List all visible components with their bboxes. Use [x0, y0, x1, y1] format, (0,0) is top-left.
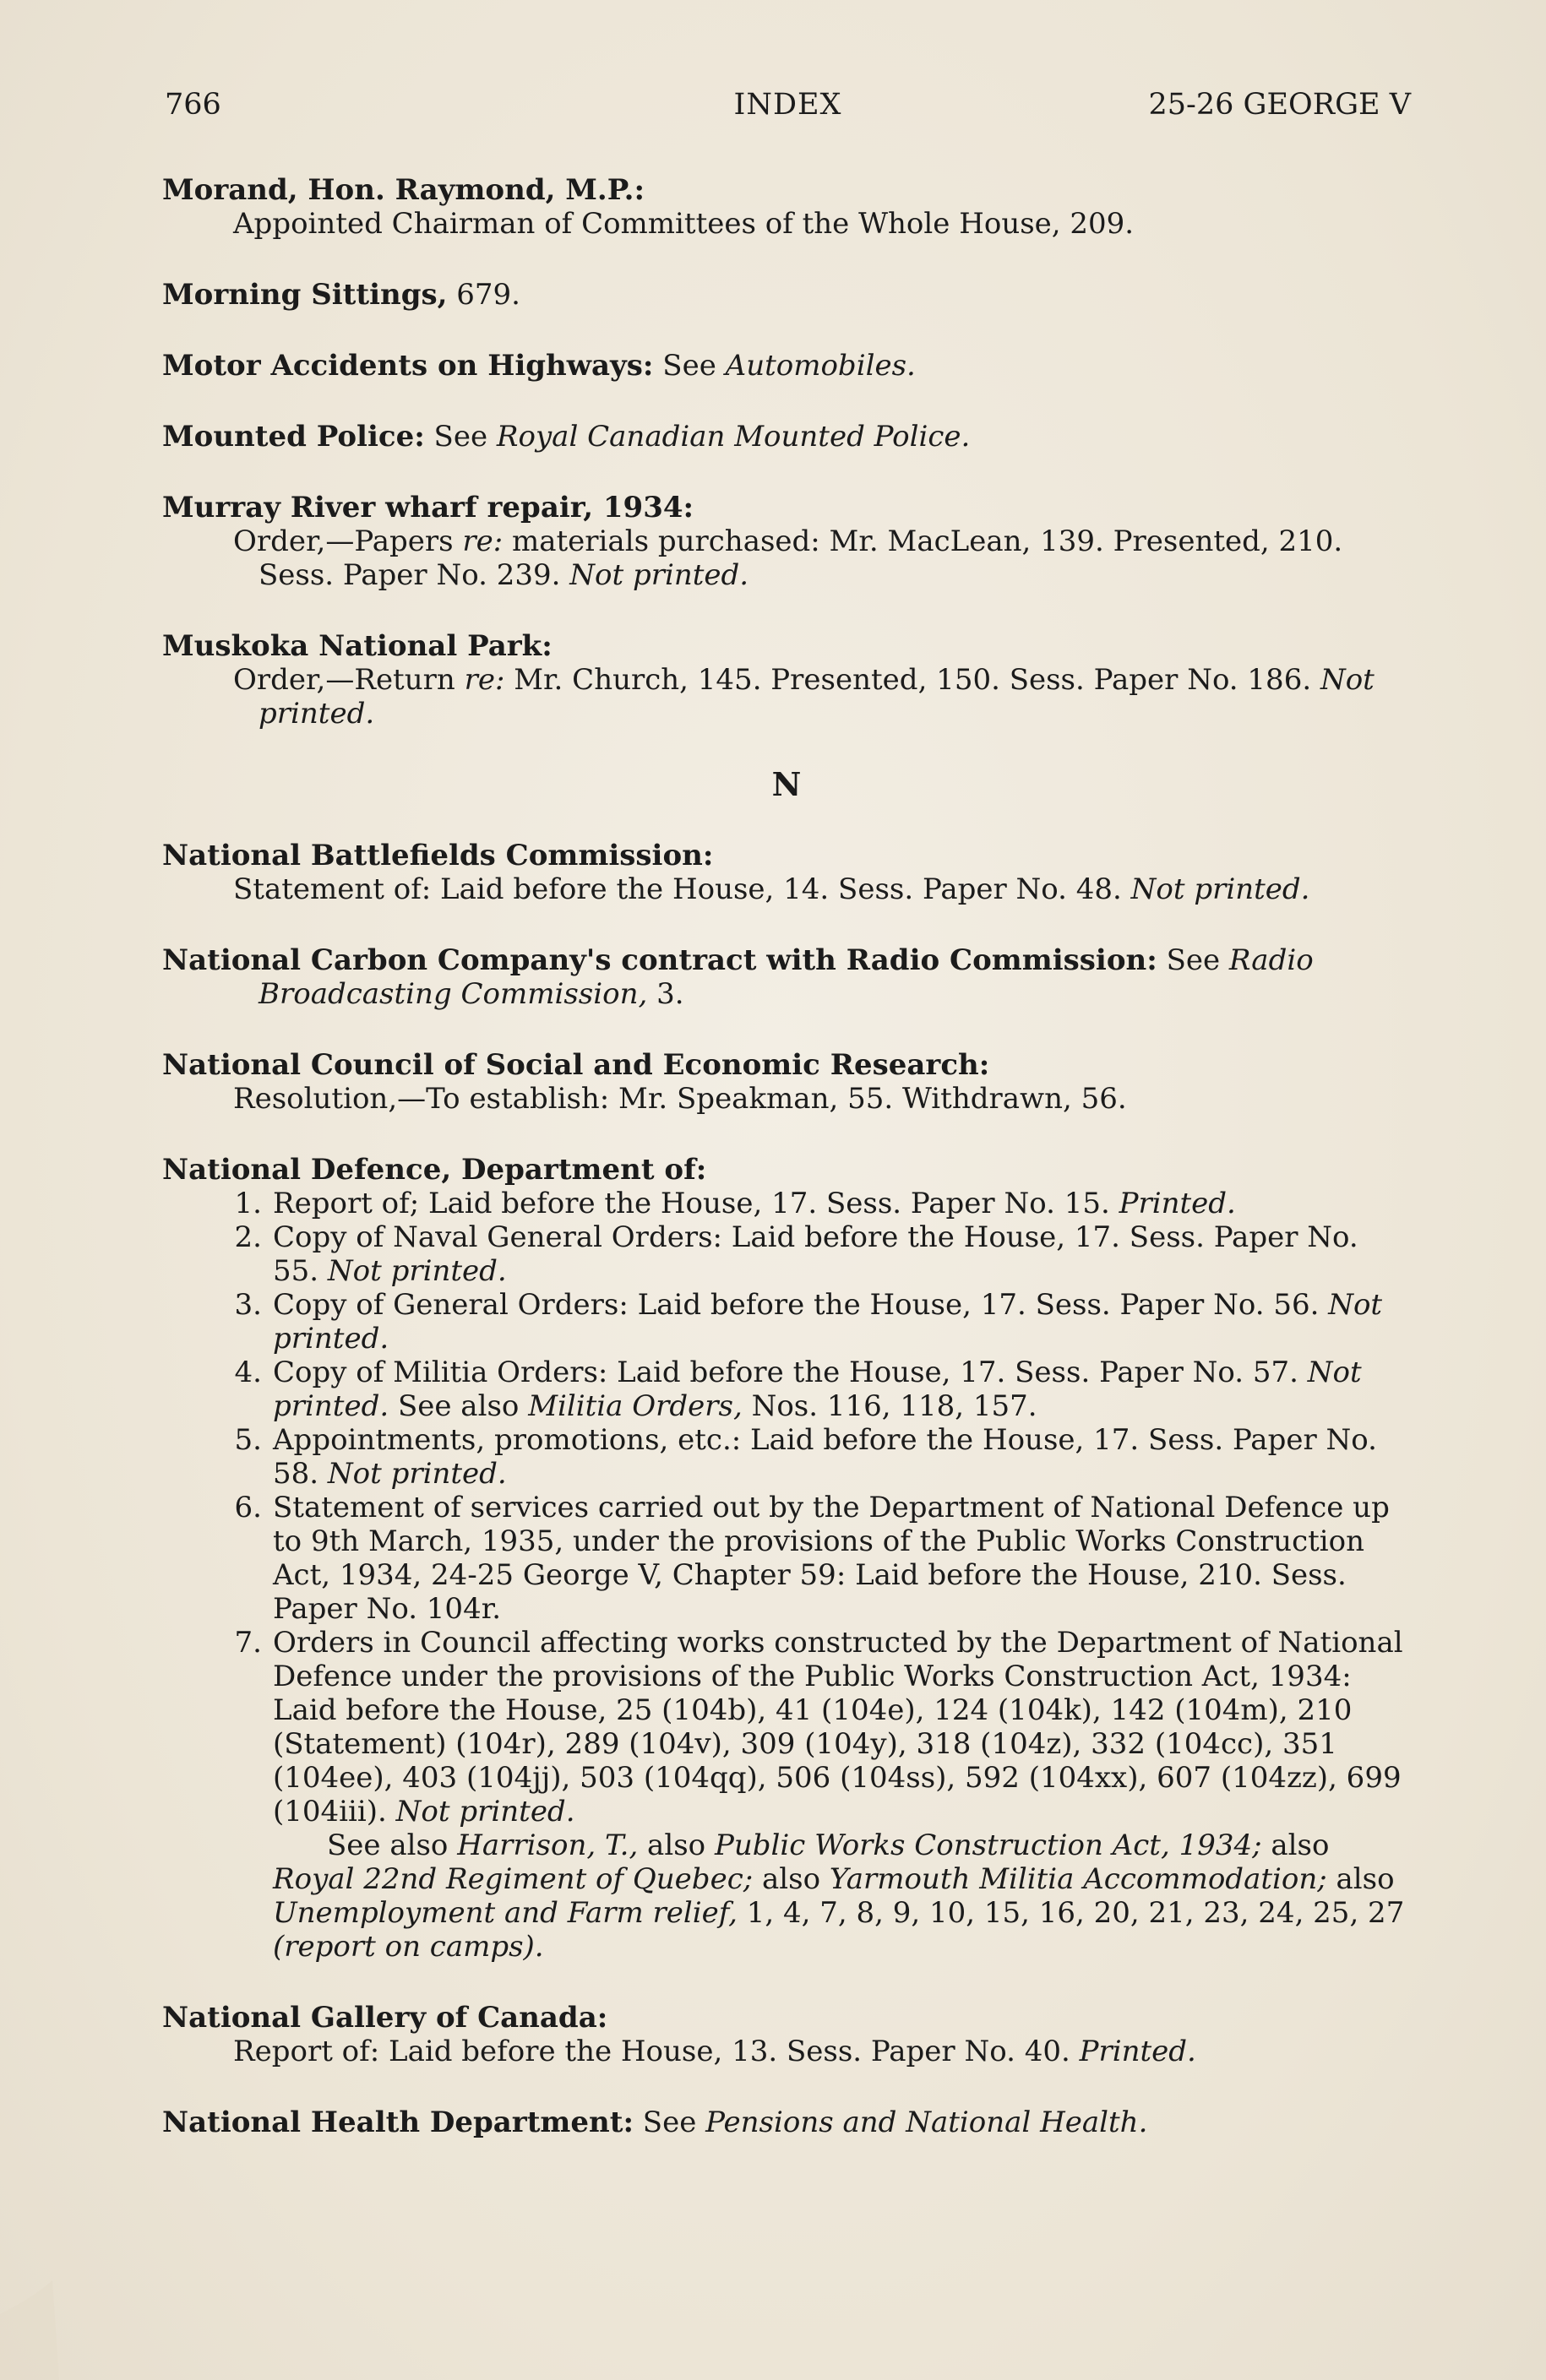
entry-heading: National Carbon Company's contract with Radio Commission:	[162, 943, 1157, 977]
print-status: Not printed.	[395, 1795, 575, 1828]
item-text: Orders in Council affecting works constructed by the Department of National Defence under the provisions of the Public Works Construction Act, 1934: Laid before the House, 25 (104b), 41 (104e), 124 (104k), 142 (104m), 210 (Statement) (104r), 289 (104v), 309 (104y), 318 (104z), 332 (104cc), 351 (104ee), 403 (104jj), 503 (104qq), 506 (104ss), 592 (104xx), 607 (104zz), 699 (104iii).	[273, 1626, 1403, 1828]
cross-reference: Unemployment and Farm relief,	[273, 1896, 738, 1930]
index-entry	[162, 173, 1411, 241]
entry-heading: National Council of Social and Economic Research:	[162, 1048, 990, 1082]
entry-text: See	[424, 420, 497, 454]
entry-line	[162, 872, 1411, 906]
print-status: Not printed.	[273, 1356, 1362, 1423]
index-entry	[162, 2106, 1411, 2139]
print-status: Not printed.	[569, 558, 749, 592]
index-entry	[162, 1153, 1411, 1964]
entry-text: Report of: Laid before the House, 13. Sess. Paper No. 40.	[233, 2035, 1080, 2068]
see-also-text: also	[638, 1828, 715, 1862]
see-also-text: also	[753, 1862, 830, 1896]
entry-text: Order,—Papers	[233, 524, 463, 558]
entry-text: See	[653, 349, 726, 383]
print-status: Not printed.	[327, 1457, 507, 1491]
see-also-text: also	[1326, 1862, 1395, 1896]
list-item	[162, 1220, 1411, 1288]
entry-text: materials purchased: Mr. MacLean, 139. Presented, 210. Sess. Paper No. 239.	[259, 524, 1343, 592]
page-header	[165, 88, 1411, 130]
index-entry	[162, 943, 1411, 1011]
item-text: Statement of services carried out by the Department of National Defence up to 9th March, 1935, under the provisions of the Public Works Construction Act, 1934, 24-25 George V, Chapter 59: Laid before the House, 210. Sess. Paper No. 104r.	[273, 1491, 1390, 1626]
item-number: 6.	[234, 1491, 262, 1524]
see-also	[162, 1828, 1411, 1964]
cross-reference: Harrison, T.,	[457, 1828, 639, 1862]
entry-heading: Morning Sittings,	[162, 278, 448, 312]
index-entry	[162, 349, 1411, 383]
defence-items	[162, 1187, 1411, 1828]
see-also-text: 1, 4, 7, 8, 9, 10, 15, 16, 20, 21, 23, 24, 25, 27	[737, 1896, 1405, 1930]
entry-heading: Morand, Hon. Raymond, M.P.:	[162, 173, 645, 207]
cross-reference: Public Works Construction Act, 1934;	[714, 1828, 1262, 1862]
item-number: 5.	[234, 1423, 262, 1457]
entry-line	[162, 663, 1411, 731]
cross-reference: (report on camps).	[273, 1930, 544, 1964]
list-item	[162, 1356, 1411, 1423]
entry-text: Order,—Return	[233, 663, 465, 697]
list-item	[162, 1626, 1411, 1828]
cross-reference: Pensions and National Health.	[705, 2106, 1148, 2139]
index-content	[162, 173, 1411, 2176]
entry-heading: National Defence, Department of:	[162, 1153, 707, 1187]
index-entry	[162, 839, 1411, 906]
page-curl-decoration	[0, 2280, 59, 2380]
item-number: 7.	[234, 1626, 262, 1660]
see-also-text: also	[1261, 1828, 1330, 1862]
print-status: Not printed.	[327, 1254, 507, 1288]
see-also-text: See also	[327, 1828, 458, 1862]
section-letter: N	[771, 765, 802, 803]
list-item	[162, 1288, 1411, 1356]
print-status: Not printed.	[1130, 872, 1310, 906]
print-status: Printed.	[1119, 1187, 1236, 1220]
list-item	[162, 1423, 1411, 1491]
index-entry	[162, 420, 1411, 454]
cross-reference: Radio Broadcasting Commission,	[259, 943, 1314, 1011]
item-number: 3.	[234, 1288, 262, 1322]
entry-text-italic: re:	[464, 663, 505, 697]
entry-heading: Murray River wharf repair, 1934:	[162, 491, 694, 524]
cross-reference: Automobiles.	[725, 349, 916, 383]
entry-text-italic: re:	[462, 524, 504, 558]
index-entry	[162, 278, 1411, 312]
index-entry	[162, 2001, 1411, 2068]
page-number: 766	[165, 88, 221, 122]
item-number: 4.	[234, 1356, 262, 1389]
entry-heading: National Battlefields Commission:	[162, 839, 714, 872]
entry-text: Mr. Church, 145. Presented, 150. Sess. Paper No. 186.	[504, 663, 1320, 697]
entry-text: See	[1157, 943, 1229, 977]
entry-line	[162, 524, 1411, 592]
list-item	[162, 1187, 1411, 1220]
cross-reference: Militia Orders,	[528, 1389, 743, 1423]
item-number: 1.	[234, 1187, 262, 1220]
entry-text: Statement of: Laid before the House, 14. Sess. Paper No. 48.	[233, 872, 1131, 906]
entry-heading: National Health Department:	[162, 2106, 634, 2139]
entry-heading: National Gallery of Canada:	[162, 2001, 608, 2035]
item-text: See also	[389, 1389, 529, 1423]
entry-heading: Mounted Police:	[162, 420, 425, 454]
entry-heading: Motor Accidents on Highways:	[162, 349, 654, 383]
item-text: Nos. 116, 118, 157.	[742, 1389, 1037, 1423]
item-number: 2.	[234, 1220, 262, 1254]
index-entry	[162, 1048, 1411, 1116]
index-entry	[162, 629, 1411, 731]
page-title: INDEX	[733, 88, 842, 122]
entry-line: Appointed Chairman of Committees of the Whole House, 209.	[233, 207, 1135, 241]
item-text: Report of; Laid before the House, 17. Sess. Paper No. 15.	[273, 1187, 1119, 1220]
item-text: Copy of Naval General Orders: Laid before the House, 17. Sess. Paper No. 55.	[273, 1220, 1358, 1288]
item-text: Copy of Militia Orders: Laid before the House, 17. Sess. Paper No. 57.	[273, 1356, 1308, 1389]
item-text: Appointments, promotions, etc.: Laid before the House, 17. Sess. Paper No. 58.	[273, 1423, 1377, 1491]
entry-heading: Muskoka National Park:	[162, 629, 553, 663]
print-status: Printed.	[1079, 2035, 1196, 2068]
index-entry	[162, 491, 1411, 592]
entry-line	[162, 2035, 1411, 2068]
entry-text: 3.	[647, 977, 684, 1011]
cross-reference: Royal Canadian Mounted Police.	[496, 420, 971, 454]
print-status: Not printed.	[273, 1288, 1383, 1356]
cross-reference: Yarmouth Militia Accommodation;	[829, 1862, 1327, 1896]
print-status: Not printed.	[259, 663, 1375, 731]
reign-label: 25-26 GEORGE V	[1148, 88, 1411, 122]
item-text: Copy of General Orders: Laid before the House, 17. Sess. Paper No. 56.	[273, 1288, 1329, 1322]
list-item	[162, 1491, 1411, 1626]
entry-text: 679.	[447, 278, 520, 312]
entry-text: See	[634, 2106, 706, 2139]
entry-line: Resolution,—To establish: Mr. Speakman, 55. Withdrawn, 56.	[233, 1082, 1127, 1116]
cross-reference: Royal 22nd Regiment of Quebec;	[273, 1862, 754, 1896]
